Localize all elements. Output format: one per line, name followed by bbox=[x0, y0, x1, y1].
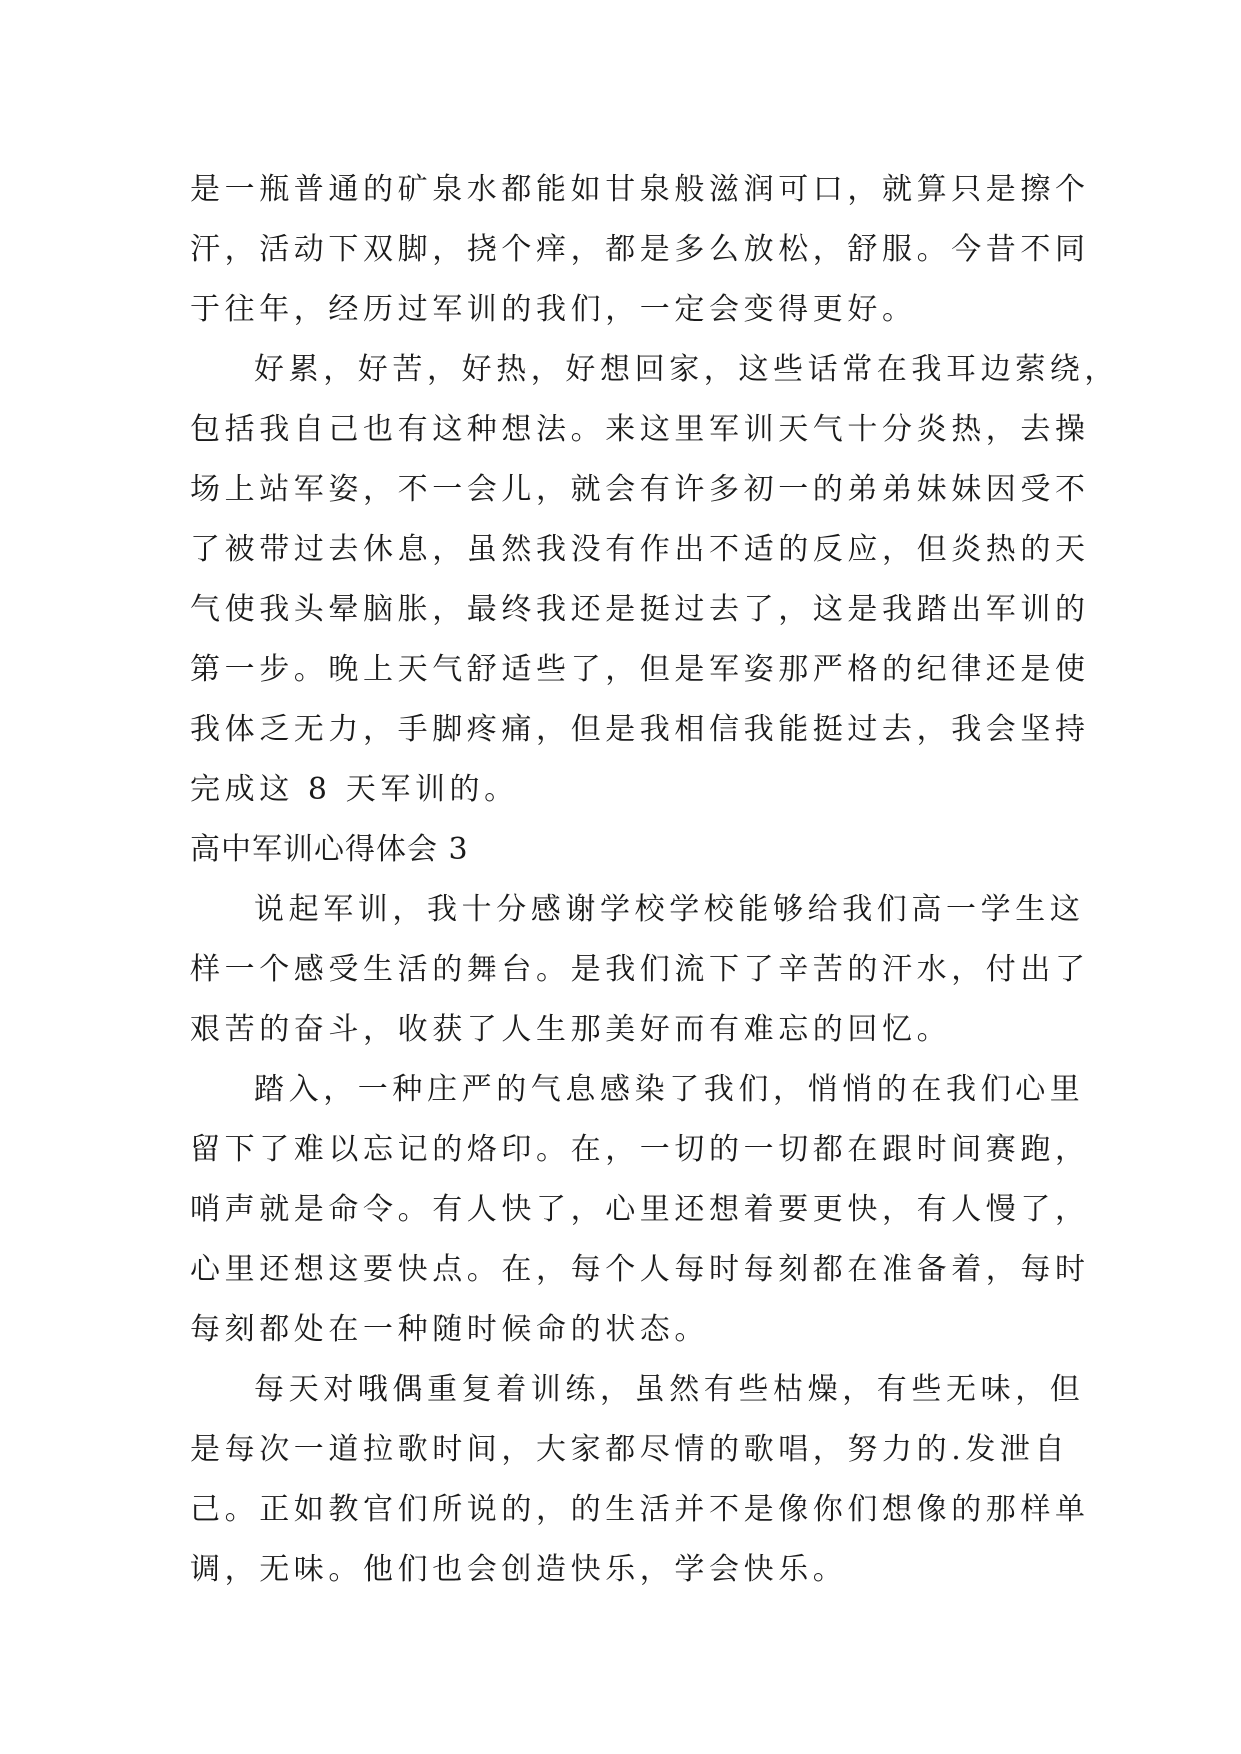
text-line: 是一瓶普通的矿泉水都能如甘泉般滋润可口，就算只是擦个 bbox=[190, 172, 1090, 207]
text-line: 于往年，经历过军训的我们，一定会变得更好。 bbox=[190, 292, 917, 327]
text-line: 我体乏无力，手脚疼痛，但是我相信我能挺过去，我会坚持 bbox=[190, 712, 1090, 747]
text-line: 第一步。晚上天气舒适些了，但是军姿那严格的纪律还是使 bbox=[190, 652, 1090, 687]
text-line: 包括我自己也有这种想法。来这里军训天气十分炎热，去操 bbox=[190, 412, 1090, 447]
text-line: 每刻都处在一种随时候命的状态。 bbox=[190, 1312, 709, 1347]
text-line: 留下了难以忘记的烙印。在，一切的一切都在跟时间赛跑， bbox=[190, 1132, 1090, 1167]
text-line: 了被带过去休息，虽然我没有作出不适的反应，但炎热的天 bbox=[190, 532, 1090, 567]
text-line: 是每次一道拉歌时间，大家都尽情的歌唱，努力的.发泄自 bbox=[190, 1432, 1070, 1467]
text-line: 气使我头晕脑胀，最终我还是挺过去了，这是我踏出军训的 bbox=[190, 592, 1090, 627]
text-line: 心里还想这要快点。在，每个人每时每刻都在准备着，每时 bbox=[190, 1252, 1090, 1287]
text-line: 己。正如教官们所说的，的生活并不是像你们想像的那样单 bbox=[190, 1492, 1090, 1527]
text-line: 场上站军姿，不一会儿，就会有许多初一的弟弟妹妹因受不 bbox=[190, 472, 1090, 507]
section-heading: 高中军训心得体会 3 bbox=[190, 832, 469, 867]
text-line-indented: 踏入，一种庄严的气息感染了我们，悄悄的在我们心里 bbox=[254, 1072, 1085, 1107]
text-line: 哨声就是命令。有人快了，心里还想着要更快，有人慢了， bbox=[190, 1192, 1090, 1227]
text-line: 汗，活动下双脚，挠个痒，都是多么放松，舒服。今昔不同 bbox=[190, 232, 1090, 267]
text-line: 艰苦的奋斗，收获了人生那美好而有难忘的回忆。 bbox=[190, 1012, 952, 1047]
document-body bbox=[190, 160, 1119, 1600]
text-line: 完成这 8 天军训的。 bbox=[190, 772, 519, 807]
text-line: 调，无味。他们也会创造快乐，学会快乐。 bbox=[190, 1552, 848, 1587]
text-line-indented: 好累，好苦，好热，好想回家，这些话常在我耳边萦绕， bbox=[254, 352, 1119, 387]
text-line-indented: 说起军训，我十分感谢学校学校能够给我们高一学生这 bbox=[254, 892, 1085, 927]
text-line-indented: 每天对哦偶重复着训练，虽然有些枯燥，有些无味，但 bbox=[254, 1372, 1085, 1407]
text-line: 样一个感受生活的舞台。是我们流下了辛苦的汗水，付出了 bbox=[190, 952, 1090, 987]
